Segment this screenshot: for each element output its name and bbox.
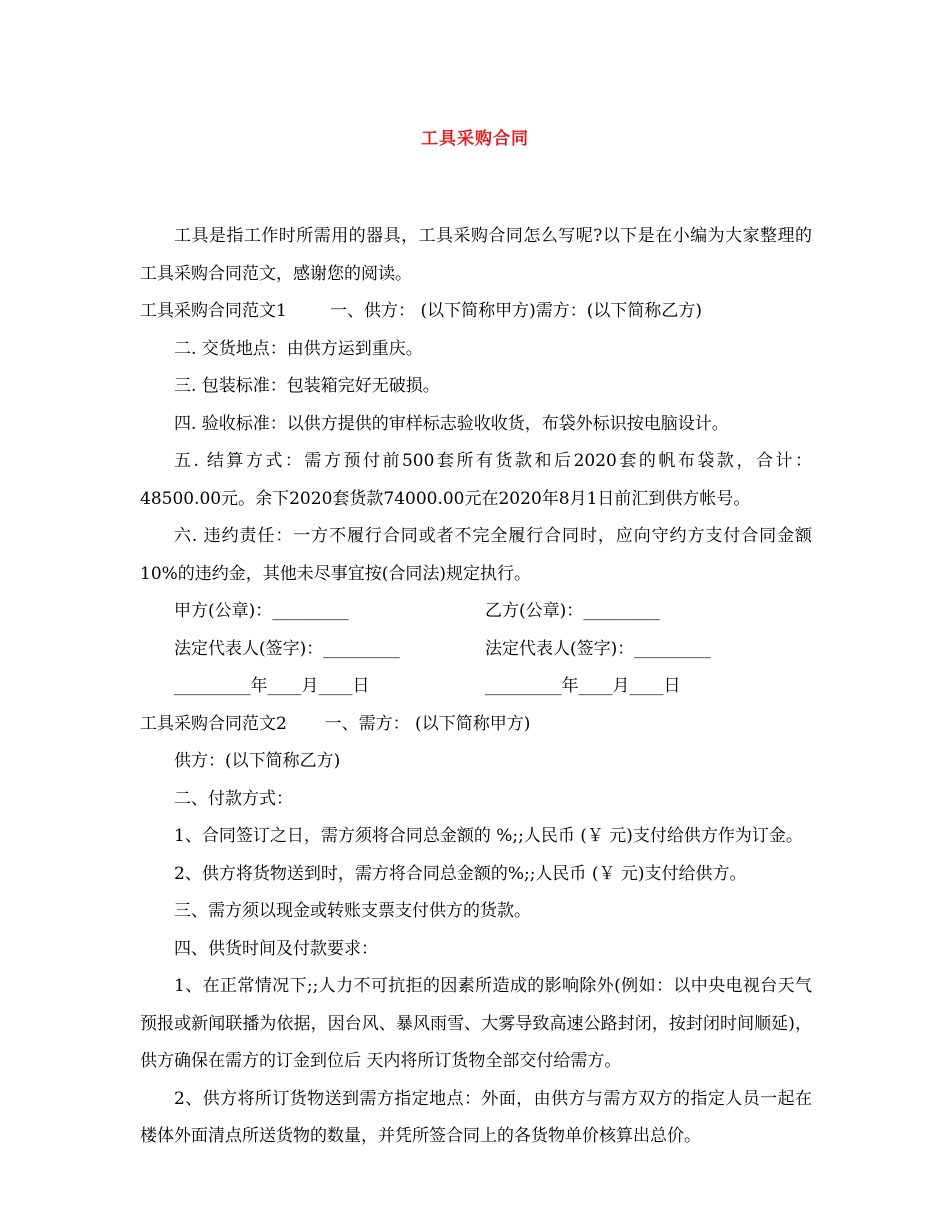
document-body [140,218,812,1156]
sample2-item: 二、付款方式： [174,788,293,809]
sample2-heading-line [140,706,812,744]
page-title: 工具采购合同 [421,129,529,149]
sample2-item: 2、供方将货物送到时，需方将合同总金额的%;;人民币 (￥ 元)支付给供方。 [174,863,747,884]
sample1-item: 六. 违约责任：一方不履行合同或者不完全履行合同时，应向守约方支付合同金额10%的违约金，其他未尽事宜按(合同法)规定执行。 [140,526,812,584]
signature-row-seal [140,593,812,631]
party-b-representative: 法定代表人(签字)：_________ [485,638,711,659]
sample1-item: 二. 交货地点：由供方运到重庆。 [174,338,423,359]
sample2-item: 2、供方将所订货物送到需方指定地点：外面，由供方与需方双方的指定人员一起在楼体外面清点所送货物的数量，并凭所签合同上的各货物单价核算出总价。 [140,1088,812,1146]
sample1-item: 四. 验收标准：以供方提供的审样标志验收收货，布袋外标识按电脑设计。 [174,413,729,434]
sample2-heading: 工具采购合同范文2 [140,713,287,734]
sample2-item: 四、供货时间及付款要求： [174,938,378,959]
party-a-representative: 法定代表人(签字)：_________ [174,638,400,659]
intro-paragraph: 工具是指工作时所需用的器具，工具采购合同怎么写呢?以下是在小编为大家整理的工具采购合同范文，感谢您的阅读。 [140,226,812,284]
signature-row-representative [140,631,812,669]
party-a-date: _________年____月____日 [174,676,370,696]
sample1-heading-line [140,293,812,331]
sample1-item: 三. 包装标准：包装箱完好无破损。 [174,376,440,396]
sample2-heading-tail: 一、需方： (以下简称甲方) [324,713,531,734]
sample2-item: 1、在正常情况下;;人力不可抗拒的因素所造成的影响除外(例如：以中央电视台天气预报或新闻联播为依据，因台风、暴风雨雪、大雾导致高速公路封闭，按封闭时间顺延)，供方确保在需方的订金到位后 天内将所订货物全部交付给需方。 [140,976,812,1071]
party-b-date: _________年____月____日 [485,676,681,696]
sample2-item: 供方：(以下简称乙方) [174,751,341,771]
sample2-item: 三、需方须以现金或转账支票支付供方的货款。 [174,901,531,921]
sample1-item: 五. 结算方式：需方预付前500套所有货款和后2020套的帆布袋款，合计：48500.00元。余下2020套货款74000.00元在2020年8月1日前汇到供方帐号。 [140,451,812,509]
party-a-seal: 甲方(公章)：_________ [174,601,349,621]
sample1-heading-tail: 一、供方： (以下简称甲方)需方：(以下简称乙方) [330,301,702,321]
signature-row-date [140,668,812,706]
sample2-item: 1、合同签订之日，需方须将合同总金额的 %;;人民币 (￥ 元)支付给供方作为订金。 [174,826,803,846]
sample1-heading: 工具采购合同范文1 [140,301,287,321]
party-b-seal: 乙方(公章)：_________ [485,601,660,621]
